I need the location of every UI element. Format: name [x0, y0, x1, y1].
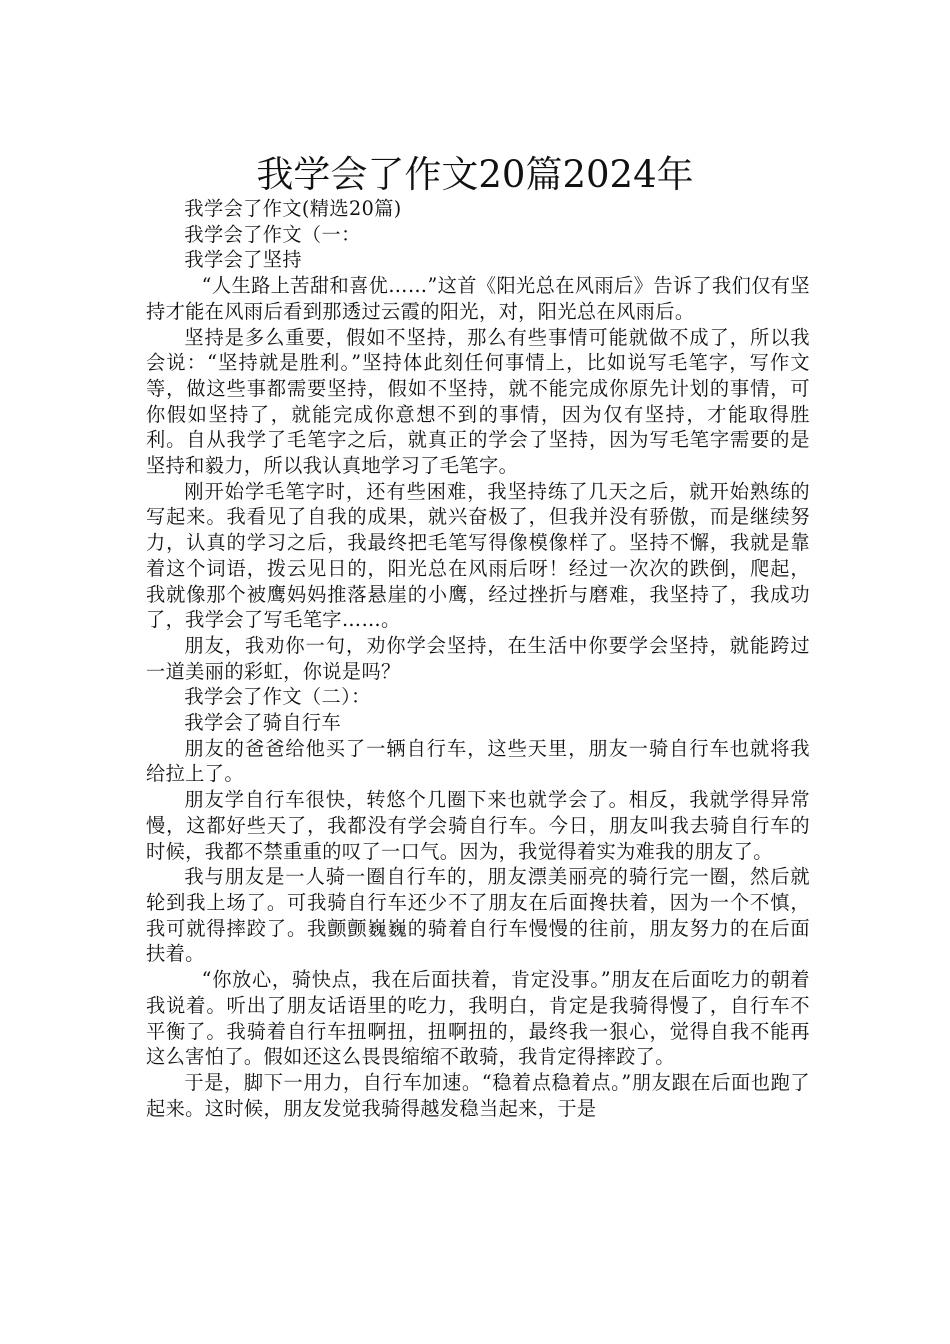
section-heading: 我学会了坚持: [184, 248, 302, 272]
paragraph: 朋友的爸爸给他买了一辆自行车，这些天里，朋友一骑自行车也就将我给拉上了。: [146, 736, 810, 786]
section-heading: 我学会了骑自行车: [184, 711, 342, 735]
paragraph: 坚持是多么重要，假如不坚持，那么有些事情可能就做不成了，所以我会说：“坚持就是胜利。”坚持体此刻任何事情上，比如说写毛笔字，写作文等，做这些事都需要坚持，假如不坚持，就不能完成你原先计划的事情，可你假如坚持了，就能完成你意想不到的事情，因为仅有坚持，才能取得胜利。自从我学了毛笔字之后，就真正的学会了坚持，因为写毛笔字需要的是坚持和毅力，所以我认真地学习了毛笔字。: [146, 325, 810, 478]
paragraph: 我学会了作文（二）：: [184, 685, 371, 709]
paragraph: 朋友学自行车很快，转悠个几圈下来也就学会了。相反，我就学得异常慢，这都好些天了，我都没有学会骑自行车。今日，朋友叫我去骑自行车的时候，我都不禁重重的叹了一口气。因为，我觉得着实为难我的朋友了。: [146, 788, 810, 863]
document-body: [146, 196, 810, 1121]
paragraph: “你放心，骑快点，我在后面扶着，肯定没事。”朋友在后面吃力的朝着我说着。听出了朋友话语里的吃力，我明白，肯定是我骑得慢了，自行车不平衡了。我骑着自行车扭啊扭，扭啊扭的，最终我一狠心，觉得自我不能再这么害怕了。假如还这么畏畏缩缩不敢骑，我肯定得摔跤了。: [146, 968, 810, 1069]
paragraph: “人生路上苦甜和喜优……”这首《阳光总在风雨后》告诉了我们仅有坚持才能在风雨后看到那透过云霞的阳光，对，阳光总在风雨后。: [146, 274, 810, 323]
paragraph: 于是，脚下一用力，自行车加速。“稳着点稳着点。”朋友跟在后面也跑了起来。这时候，朋友发觉我骑得越发稳当起来，于是: [146, 1070, 810, 1120]
paragraph: 我学会了作文(精选20篇): [184, 197, 402, 220]
paragraph: 我与朋友是一人骑一圈自行车的，朋友漂美丽亮的骑行完一圈，然后就轮到我上场了。可我骑自行车还少不了朋友在后面搀扶着，因为一个不慎，我可就得摔跤了。我颤颤巍巍的骑着自行车慢慢的往前，朋友努力的在后面扶着。: [146, 865, 810, 966]
paragraph: 我学会了作文（一：: [184, 222, 361, 246]
paragraph: 朋友，我劝你一句，劝你学会坚持，在生活中你要学会坚持，就能跨过一道美丽的彩虹，你说是吗？: [146, 633, 810, 683]
document-title: 我学会了作文20篇2024年: [256, 152, 694, 196]
paragraph: 刚开始学毛笔字时，还有些困难，我坚持练了几天之后，就开始熟练的写起来。我看见了自我的成果，就兴奋极了，但我并没有骄傲，而是继续努力，认真的学习之后，我最终把毛笔写得像模像样了。坚持不懈，我就是靠着这个词语，拨云见日的，阳光总在风雨后呀！经过一次次的跌倒，爬起，我就像那个被鹰妈妈推落悬崖的小鹰，经过挫折与磨难，我坚持了，我成功了，我学会了写毛笔字……。: [146, 479, 810, 632]
